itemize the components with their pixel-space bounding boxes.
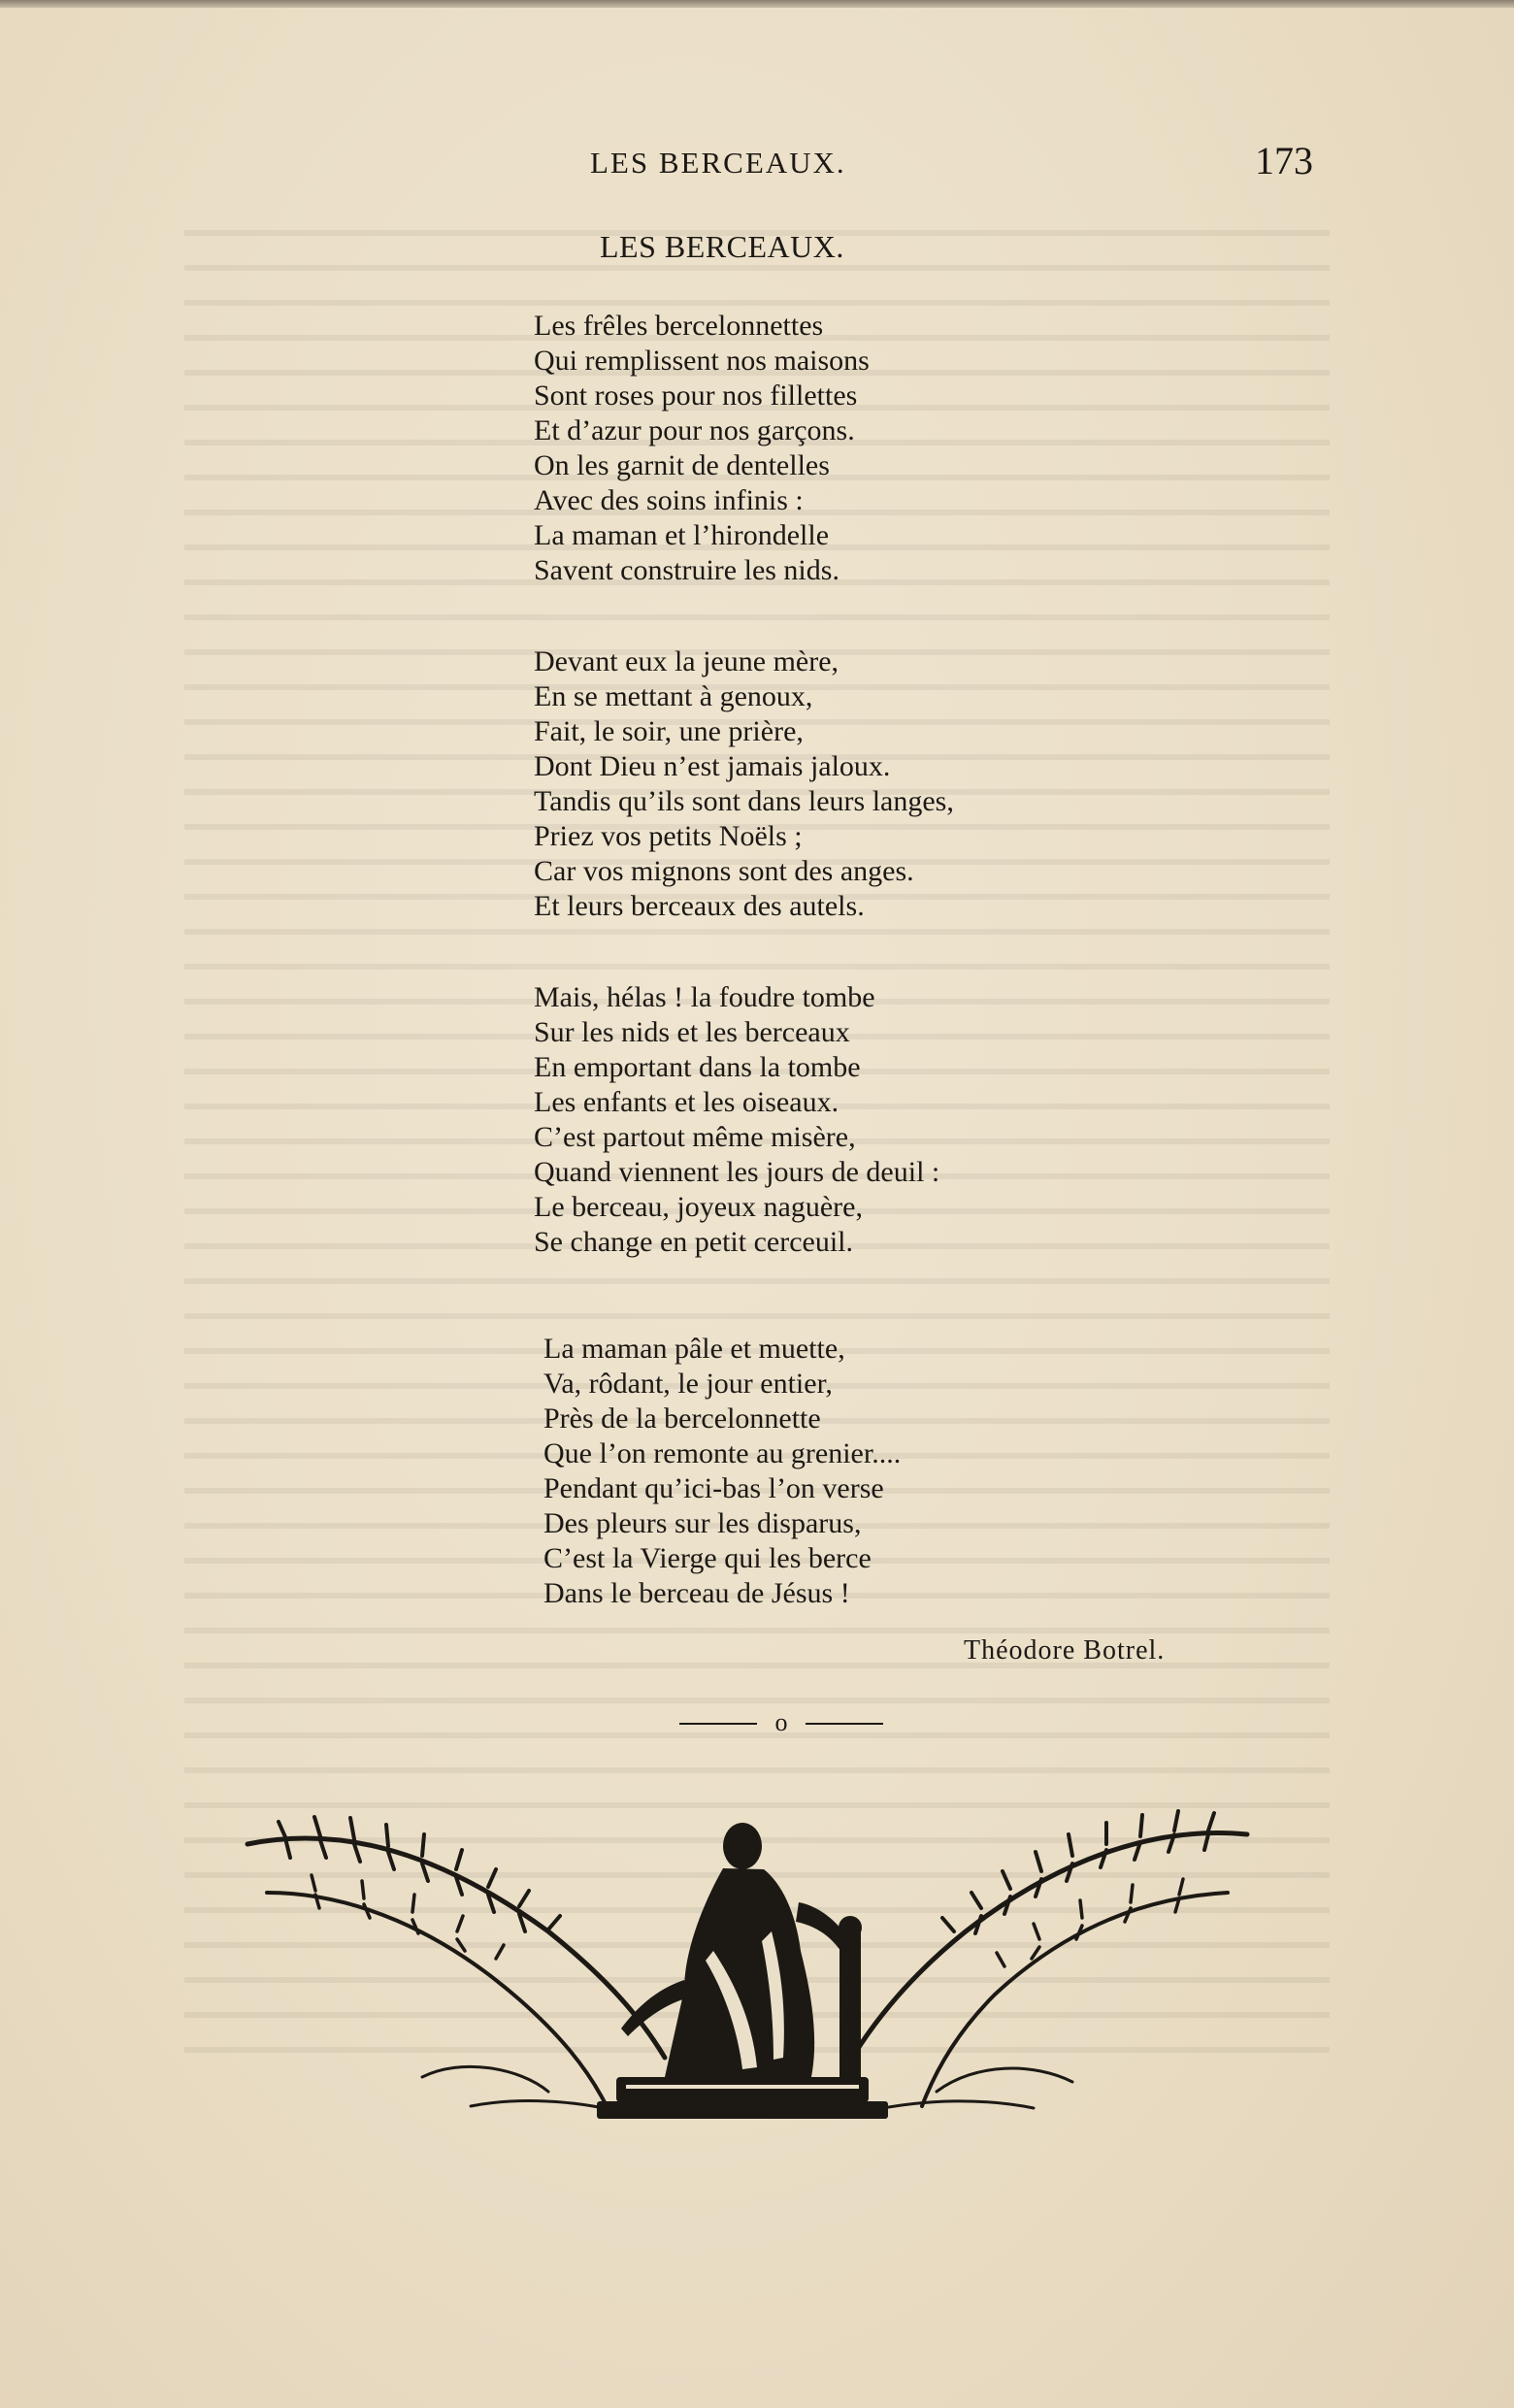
poem-line: Va, rôdant, le jour entier, — [543, 1368, 833, 1400]
stanza-3 — [534, 980, 939, 1260]
poem-title: LES BERCEAUX. — [600, 229, 844, 264]
poem-line: On les garnit de dentelles — [534, 449, 830, 481]
seated-muse-vignette-icon — [228, 1786, 1267, 2126]
poem-line: Priez vos petits Noëls ; — [534, 820, 803, 852]
poem-line: Savent construire les nids. — [534, 554, 839, 586]
stanza-1 — [534, 309, 870, 588]
poem-line: La maman pâle et muette, — [543, 1333, 845, 1365]
ornament-rule — [679, 1708, 883, 1737]
running-head: LES BERCEAUX. — [590, 146, 846, 180]
page-number: 173 — [1255, 139, 1313, 182]
poem-line: C’est la Vierge qui les berce — [543, 1542, 872, 1574]
poem-line: Devant eux la jeune mère, — [534, 645, 839, 677]
poem-line: Qui remplissent nos maisons — [534, 345, 870, 377]
poem-line: Se change en petit cerceuil. — [534, 1226, 854, 1258]
poem-line: En emportant dans la tombe — [534, 1051, 861, 1083]
poem-line: Quand viennent les jours de deuil : — [534, 1156, 940, 1188]
poem-line: Fait, le soir, une prière, — [534, 715, 804, 747]
poem-line: Et d’azur pour nos garçons. — [534, 414, 855, 446]
poem-line: La maman et l’hirondelle — [534, 519, 830, 551]
poem-line: Sur les nids et les berceaux — [534, 1016, 850, 1048]
poem-line: Et leurs berceaux des autels. — [534, 890, 865, 922]
poem-line: Mais, hélas ! la foudre tombe — [534, 981, 875, 1013]
poem-line: Le berceau, joyeux naguère, — [534, 1191, 863, 1223]
poem-line: Des pleurs sur les disparus, — [543, 1507, 862, 1539]
poem-line: Tandis qu’ils sont dans leurs langes, — [534, 785, 954, 817]
poem-line: Pendant qu’ici-bas l’on verse — [543, 1472, 884, 1504]
poem-author: Théodore Botrel. — [964, 1635, 1166, 1666]
poem-line: Les frêles bercelonnettes — [534, 310, 824, 342]
poem-line: C’est partout même misère, — [534, 1121, 856, 1153]
page-top-edge — [0, 0, 1514, 8]
stanza-4 — [543, 1332, 901, 1611]
poem-line: Les enfants et les oiseaux. — [534, 1086, 839, 1118]
poem-line: Que l’on remonte au grenier.... — [543, 1437, 902, 1469]
poem-line: Dont Dieu n’est jamais jaloux. — [534, 750, 891, 782]
poem-line: Sont roses pour nos fillettes — [534, 379, 858, 412]
stanza-2 — [534, 644, 954, 924]
ornament-rule-mark: o — [774, 1708, 788, 1736]
poem-line: Car vos mignons sont des anges. — [534, 855, 914, 887]
poem-line: En se mettant à genoux, — [534, 680, 813, 712]
poem-line: Avec des soins infinis : — [534, 484, 804, 516]
poem-line: Dans le berceau de Jésus ! — [543, 1577, 850, 1609]
poem-line: Près de la bercelonnette — [543, 1402, 821, 1435]
